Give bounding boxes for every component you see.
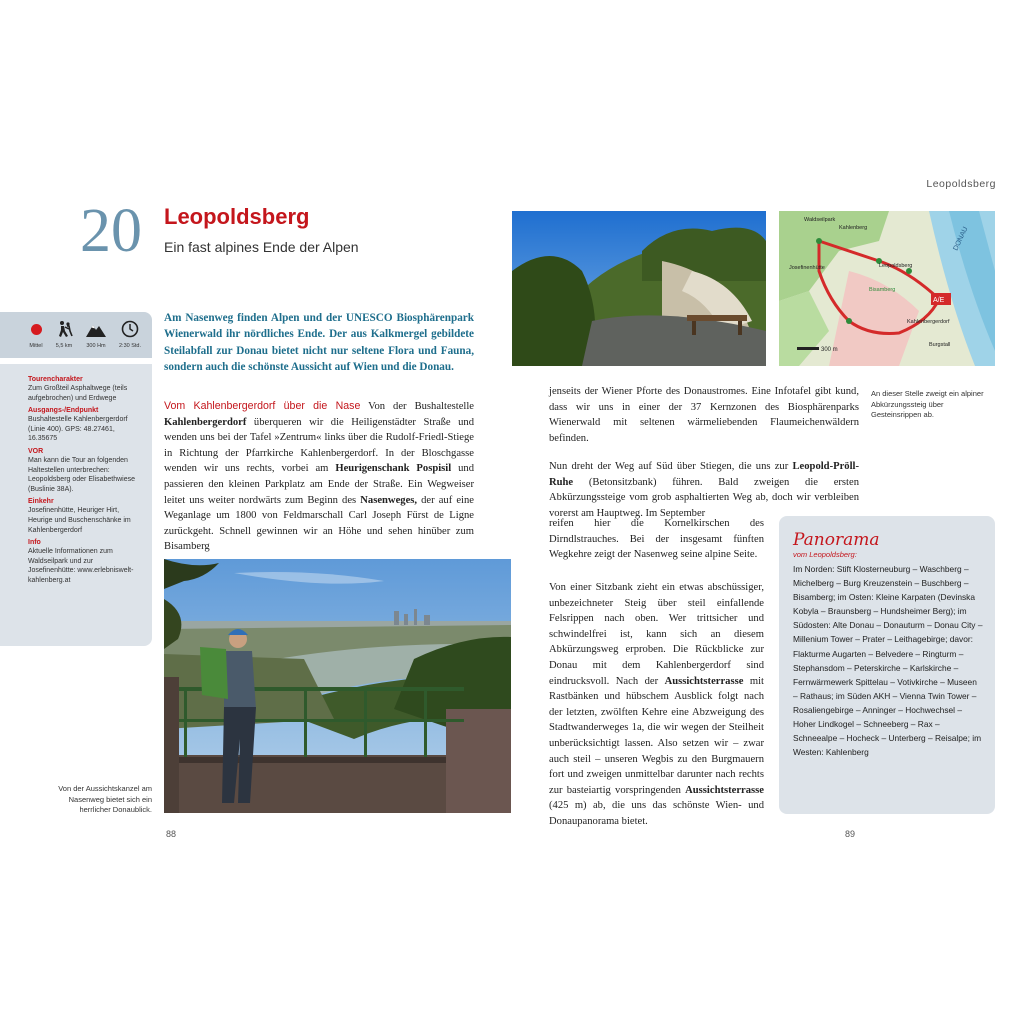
- section-lead: Vom Kahlenbergerdorf über die Nase: [164, 400, 361, 412]
- body-text-span: (Betonsitzbank) führen. Bald zweigen die ersten Abkürzungssteige vom grob asphaltierten Weg ab, doch wir verbleiben vorerst am Hauptweg. Im September: [549, 476, 859, 519]
- intro-paragraph: Am Nasenweg finden Alpen und der UNESCO Biosphärenpark Wienerwald ihr nördliches Ende. Der aus Kalkmergel gebildete Steilabfall zur Donau bietet nicht nur seltene Flora und Fauna, sondern auch die schönste Aussicht auf Wien und die Donau.: [164, 312, 474, 373]
- map-label: Josefinenhütte: [789, 265, 825, 271]
- sidebar-text: Zum Großteil Asphaltwege (teils aufgebrochen) und Erdwege: [28, 385, 128, 402]
- sidebar-text: Man kann die Tour an folgenden Haltestellen unterbrechen: Leopoldsberg oder Elisabethwiese (Buslinie 38A).: [28, 456, 136, 493]
- body-text-span: und passieren den kleinen Parkplatz am Ende der Straße. Ein Wegweiser leitet uns weiter nordwärts zum Beginn des: [164, 463, 474, 506]
- map-label: Bisamberg: [869, 287, 896, 293]
- sidebar-text: Bushaltestelle Kahlenbergerdorf (Linie 400). GPS: 48.27461, 16.35675: [28, 416, 128, 443]
- body-text-span: mit Rastbänken und hübschem Ausblick folgt nach der letzten, zwölften Kehre eine Abzweigung des Stadtwanderweges 1a, die wir wegen der Steilheit unberücksichtigt lassen. Also setzen wir – zwar auch steil – unseren Wegbis zu den Burgmauern fort und zweigen unmittelbar darunter nach rechts zur basteiartig vorspringenden: [549, 675, 765, 796]
- hiker-icon: [55, 320, 73, 338]
- sidebar-text: Josefinenhütte, Heuriger Hirt, Heurige und Buschenschänke im Kahlenbergerdorf: [28, 507, 131, 534]
- panorama-text: Im Norden: Stift Klosterneuburg – Waschberg – Michelberg – Burg Kreuzenstein – Buschberg – Bisamberg; im Osten: Kleine Karpaten (Devinska Kobyla – Braunsberg – Hundsheimer Berg); im Südosten: Alte Donau – Donauturm – Donau City – Millenium Tower – Prater – Leithagebirge; davor: Flakturme Augarten – Belvedere – Ringturm – Stephansdom – Peterskirche – Karlskirche – Fernwärmewerk Spittelau – Votivkirche – Museen – Rathaus; im Süden AKH – Vienna Twin Tower – Rosaliengebirge – Anninger – Hochwechsel – Hoher Lindkogel – Schneeberg – Rax – Schneealpe – Hocheck – Unterberg – Reisalpe; im Westen: Kahlenberg: [793, 564, 983, 758]
- place-name: Aussichtsterrasse: [664, 675, 744, 687]
- body-text-span: Von der Bushaltestelle: [360, 401, 475, 412]
- sidebar-heading: Ausgangs-/Endpunkt: [28, 407, 99, 415]
- body-text-span: (425 m) ab, die uns das schönste Wien- und Donaupanorama bietet.: [549, 800, 764, 827]
- photo-danube-view: [164, 559, 511, 813]
- info-sidebar: [0, 364, 152, 646]
- body-column-left: [164, 399, 474, 555]
- running-head: Leopoldsberg: [926, 178, 996, 190]
- tour-title: Leopoldsberg: [164, 204, 310, 229]
- mountain-icon: [86, 321, 106, 337]
- photo-caption: An dieser Stelle zweigt ein alpiner Abkürzungssteig über Gesteinsrippen ab.: [871, 389, 984, 419]
- red-dot-icon: [31, 324, 42, 335]
- photo-caption: Von der Aussichtskanzel am Nasenweg bietet sich ein herrlicher Donaublick.: [58, 784, 152, 814]
- page-number-right: 89: [845, 829, 856, 839]
- panorama-title: Panorama: [793, 530, 880, 550]
- photo-trail-bench: [512, 211, 766, 366]
- map-label-start: A/E: [933, 297, 945, 304]
- body-paragraph: reifen hier die Kornelkirschen des Dirndlstrauches. Bei der insgesamt fünften Wegkehre zeigt der Nasenweg seine alpine Seite.: [549, 518, 764, 561]
- route-map: [779, 211, 995, 366]
- panorama-subtitle: vom Leopoldsberg:: [793, 550, 857, 559]
- sidebar-heading: Tourencharakter: [28, 376, 83, 383]
- difficulty-stat: Mittel: [18, 318, 54, 349]
- body-text-span: überqueren wir die Heiligenstädter Straße und wenden uns bei der Tafel »Zentrum« links über die Rudolf-Friedl-Stiege in Richtung der Pfarrkirche Kahlenbergerdorf. In der Bloschgasse wenden wir uns rechts, vorbei am: [164, 416, 474, 475]
- duration-stat: 2:30 Std.: [112, 318, 148, 349]
- map-label: Waldseilpark: [804, 217, 836, 223]
- map-label: Leopoldsberg: [879, 263, 913, 269]
- tour-subtitle: Ein fast alpines Ende der Alpen: [164, 239, 359, 255]
- map-scale: 300 m: [821, 347, 838, 353]
- sidebar-heading: VOR: [28, 447, 44, 455]
- body-paragraph: [549, 580, 764, 830]
- place-name: Nasenweges,: [360, 494, 418, 506]
- place-name: Kahlenbergerdorf: [164, 416, 247, 428]
- panorama-box: [779, 516, 995, 814]
- body-text-span: der auf eine Weganlage um 1800 von Feldmarschall Carl Joseph Fürst de Ligne zurückgeht. Schnell gewinnen wir an Höhe und sehen hinüber zum Bisamberg: [164, 494, 474, 553]
- sidebar-heading: Info: [28, 539, 41, 547]
- body-text-span: Nun dreht der Weg auf Süd über Stiegen, die uns zur: [549, 461, 793, 472]
- sidebar-heading: Einkehr: [28, 498, 54, 506]
- map-label: Burgstall: [929, 342, 951, 348]
- tour-number: 20: [80, 197, 142, 265]
- body-text-span: Von einer Sitzbank zieht ein etwas abschüssiger, unbezeichneter Steig über steil einfallende Felsrippen nach oben. Wer trittsicher und schwindelfrei ist, kann sich an diesem Abkürzungsweg erproben. Die Rückblicke zur Donau mit dem Kahlenbergerdorf sind eindrucksvoll. Nach der: [549, 582, 764, 687]
- place-name: Leopold-Pröll-Ruhe: [549, 461, 859, 488]
- elevation-stat: 300 Hm: [78, 318, 114, 349]
- map-label: Kahlenbergerdorf: [907, 319, 950, 325]
- tour-stats-box: [0, 312, 152, 358]
- place-name: Aussichtsterrasse: [685, 784, 764, 796]
- map-label: Kahlenberg: [839, 225, 868, 231]
- page-number-left: 88: [166, 829, 177, 839]
- place-name: Heurigenschank Pospisil: [335, 463, 452, 475]
- body-paragraph: jenseits der Wiener Pforte des Donaustromes. Eine Infotafel gibt kund, dass wir uns in einer der 37 Kernzonen des Biosphärenparks Wienerwald mit seltenen wärmeliebenden Flaumeichenwäldern befinden.: [549, 386, 859, 444]
- sidebar-text: Aktuelle Informationen zum Waldseilpark und zur Josefinenhütte: www.erlebniswelt-kahlenberg.at: [28, 548, 134, 584]
- body-paragraph: [549, 459, 859, 521]
- clock-icon: [121, 320, 139, 338]
- distance-stat: 5,5 km: [46, 318, 82, 349]
- map-label-river: DONAU: [952, 225, 970, 252]
